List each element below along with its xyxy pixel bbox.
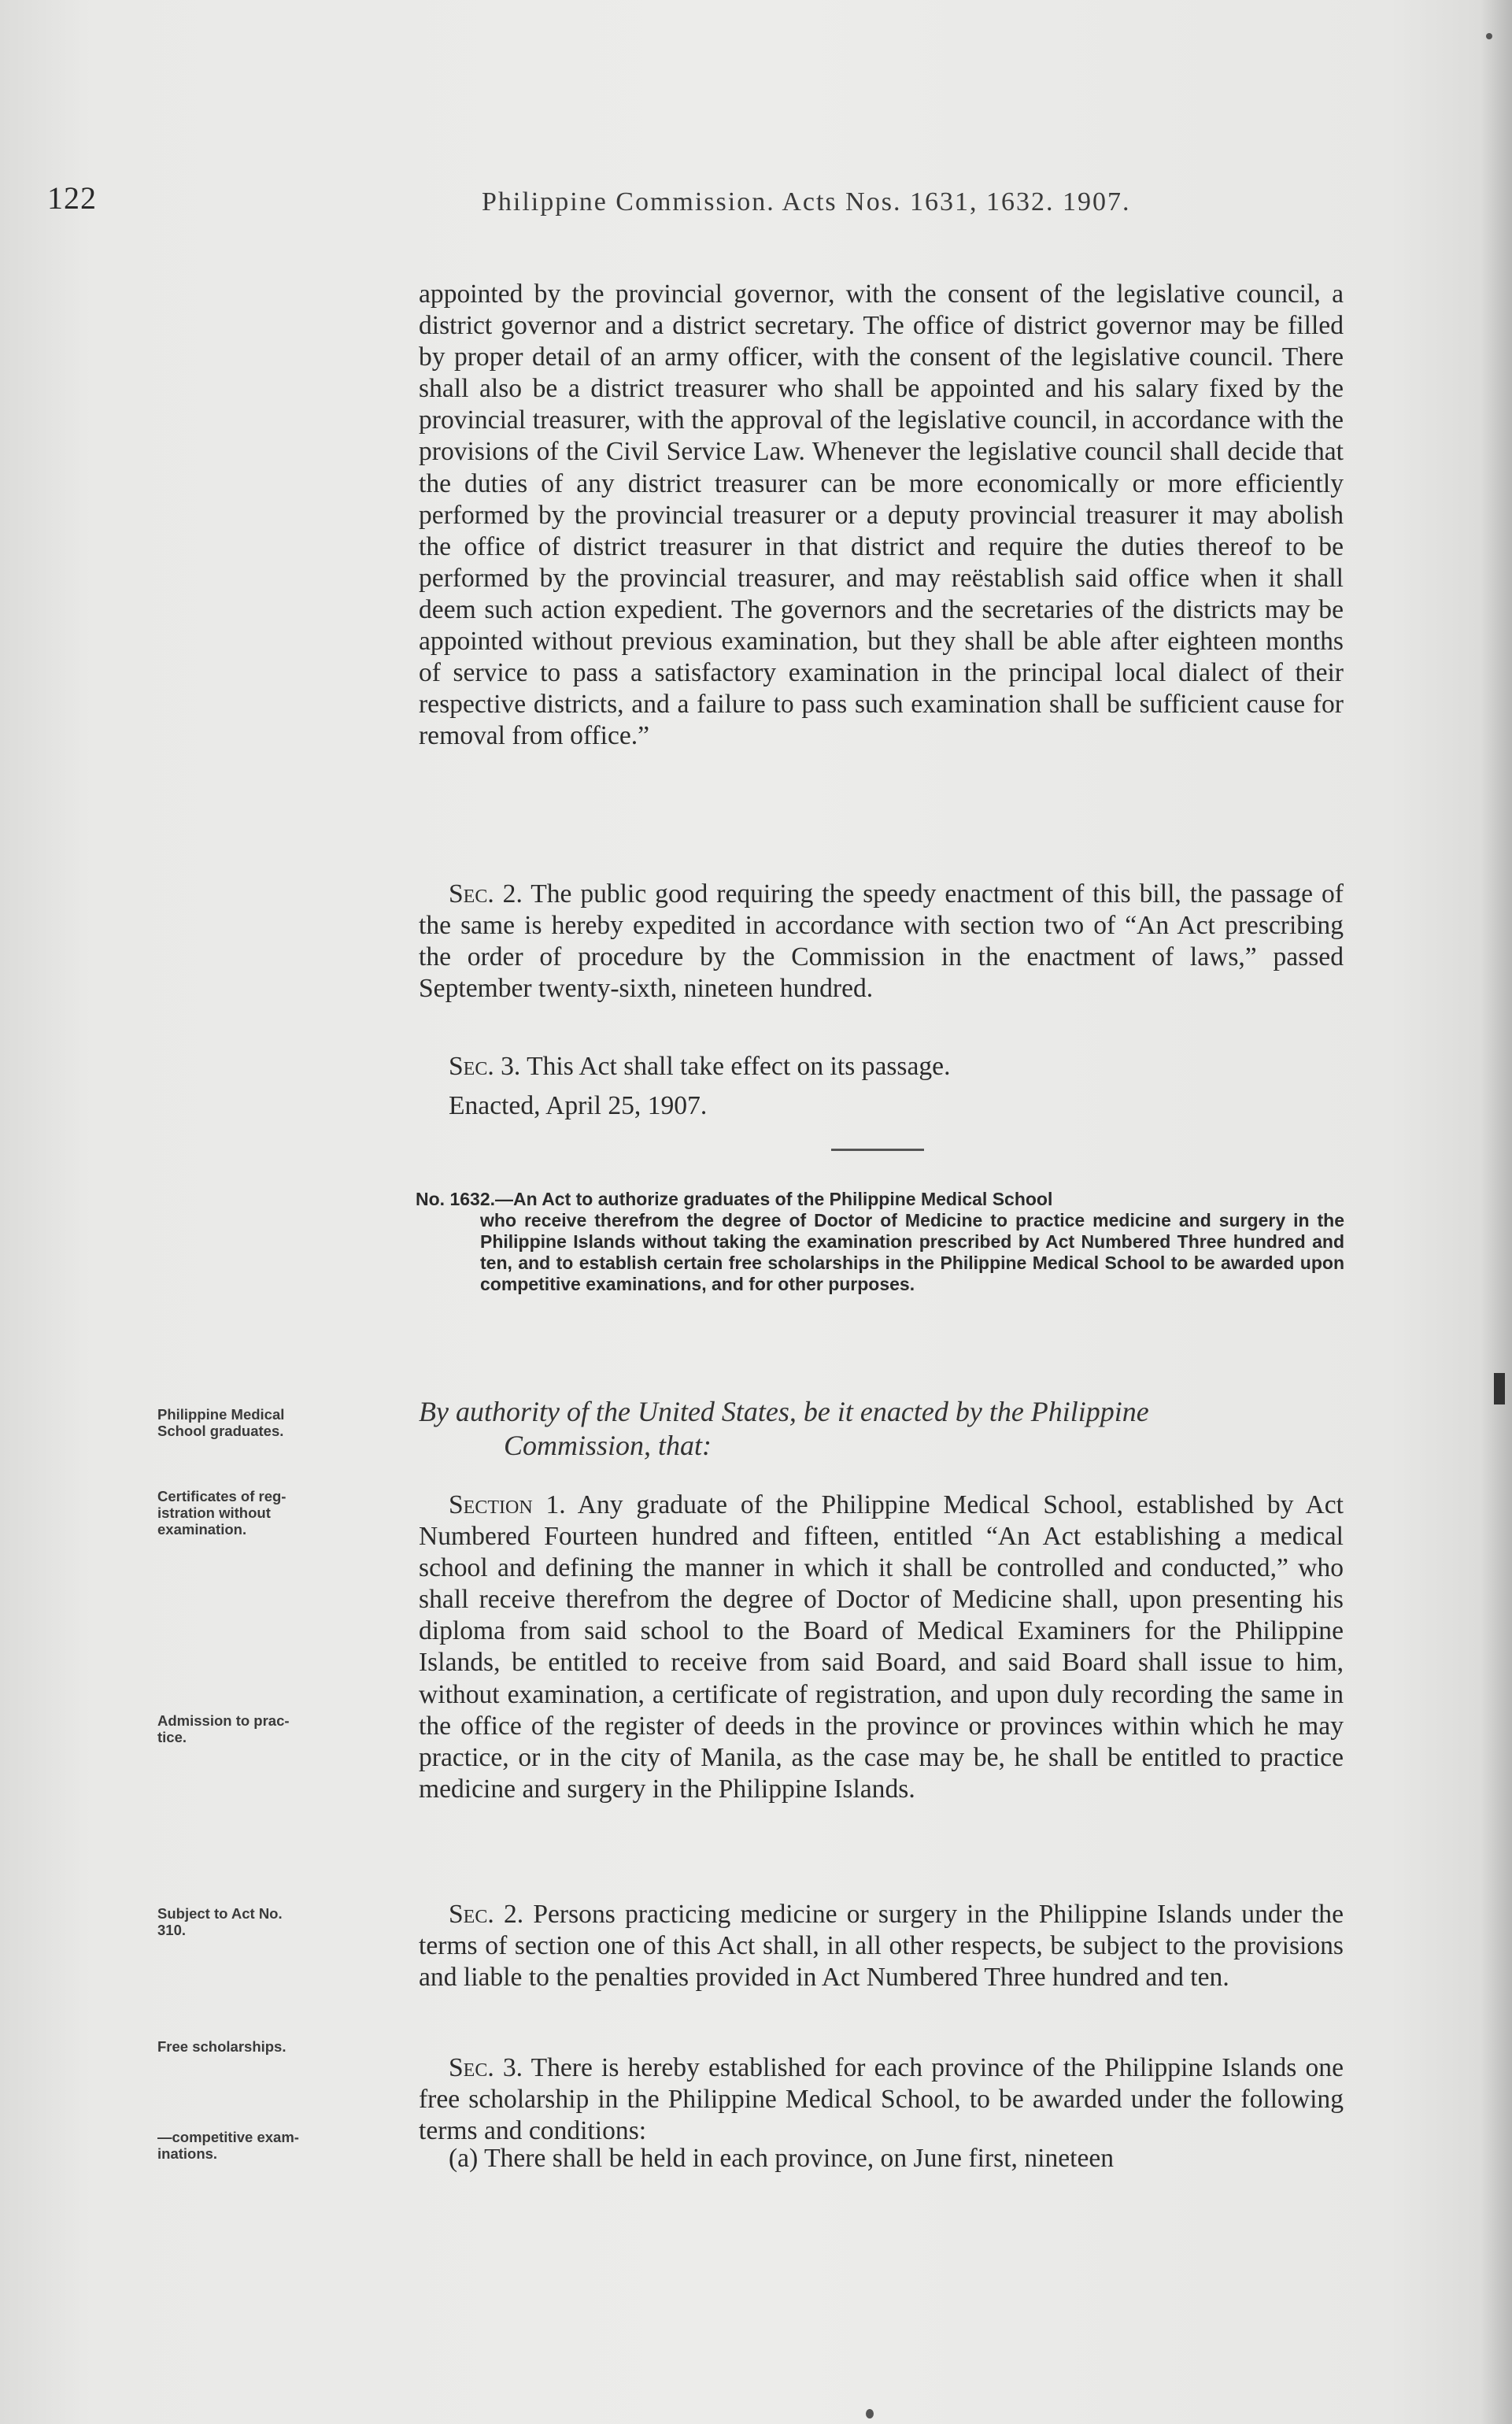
margin-note-line: Subject to Act No. [157,1905,283,1922]
margin-note-certificates [157,1488,417,1538]
margin-note-school-graduates [157,1406,417,1439]
margin-note-line: istration without [157,1504,271,1521]
section-text: This Act shall take effect on its passage. [527,1052,951,1081]
subsection-text: There shall be held in each province, on June first, nineteen [484,2144,1115,2173]
margin-note-line: examination. [157,1521,247,1538]
ink-speck [1486,33,1492,39]
enacted-date [419,1090,1344,1122]
enacting-clause-line-1: By authority of the United States, be it enacted by the Philippine [419,1396,1149,1427]
margin-note-line: Certificates of reg- [157,1488,287,1504]
margin-note-line: Free scholarships. [157,2038,287,2055]
act-1631-section-2 [419,879,1344,1005]
margin-note-line: —competitive exam- [157,2129,299,2145]
enacting-clause-line-2: Commission, that: [504,1430,712,1461]
section-text: Any graduate of the Philippine Medical School, established by Act Numbered Fourteen hundred and fifteen, entitled “An Act establishing a medical school and defining the manner in which it shall be controlled and conducted,” who shall receive therefrom the degree of Doctor of Medicine shall, upon presenting his diploma from said school to the Board of Medical Examiners for the Philippine Islands, be entitled to receive from said Board, and said Board shall issue to him, without examination, a certificate of registration, and upon duly recording the same in the office of the register of deeds in the province or provinces within which he may practice, or in the city of Manila, as the case may be, he shall be entitled to practice medicine and surgery in the Philippine Islands. [419,1490,1344,1804]
section-text: There is hereby established for each province of the Philippine Islands one free scholarship in the Philippine Medical School, to be awarded under the following terms and conditions: [419,2053,1344,2146]
running-head: Philippine Commission. Acts Nos. 1631, 1632. 1907. [482,187,1131,216]
section-label: Sec. 2. [449,1900,524,1929]
section-label: Sec. 3. [449,1052,521,1081]
enacting-clause [419,1395,1347,1463]
margin-note-admission [157,1712,417,1745]
margin-note-line: School graduates. [157,1423,284,1439]
page-edge-shadow [1481,0,1512,2424]
act-title-first-line: —An Act to authorize graduates of the Philippine Medical School [495,1189,1053,1209]
margin-note-subject-to-act [157,1905,417,1938]
margin-note-line: inations. [157,2145,218,2162]
margin-note-line: Admission to prac- [157,1712,290,1729]
margin-note-competitive-exams [157,2129,417,2162]
binding-mark [1494,1373,1505,1404]
act-1632-section-3 [419,2052,1344,2147]
act-title-rest: who receive therefrom the degree of Doctor of Medicine to practice medicine and surgery in the Philippine Islands without taking the examination prescribed by Act Numbered Three hundred and ten, and to establish certain free scholarships in the Philippine Medical School to be awarded upon competitive examinations, and for other purposes. [480,1210,1344,1294]
page-number: 122 [47,180,97,216]
subsection-label: (a) [449,2144,479,2173]
act-1631-continuation [419,279,1344,752]
margin-note-line: 310. [157,1922,187,1938]
act-1632-subsection-a [419,2143,1344,2174]
section-label: Sec. 2. [449,879,523,909]
margin-note-free-scholarships [157,2038,417,2055]
act-1632-heading [416,1189,1344,1295]
margin-note-line: tice. [157,1729,187,1745]
section-label: Section 1. [449,1490,566,1519]
enacted-text: Enacted, April 25, 1907. [449,1091,708,1120]
section-divider [831,1149,924,1151]
act-1632-section-2 [419,1899,1344,1993]
act-1632-section-1 [419,1490,1344,1805]
section-text: The public good requiring the speedy enactment of this bill, the passage of the same is hereby expedited in accordance with section two of “An Act prescribing the order of procedure by the Commission in the enactment of laws,” passed September twenty-sixth, nineteen hundred. [419,879,1344,1004]
ink-speck [866,2409,874,2418]
section-text: Persons practicing medicine or surgery in the Philippine Islands under the terms of section one of this Act shall, in all other respects, be subject to the provisions and liable to the penalties provided in Act Numbered Three hundred and ten. [419,1900,1344,1993]
act-1631-section-3 [419,1051,1344,1082]
act-number: No. 1632. [416,1189,495,1209]
section-label: Sec. 3. [449,2053,523,2082]
continuation-paragraph: appointed by the provincial governor, with the consent of the legislative council, a district governor and a district secretary. The office of district governor may be filled by proper detail of an army officer, with the consent of the legislative council. There shall also be a district treasurer who shall be appointed and his salary fixed by the provincial treasurer, with the approval of the legislative council, in accordance with the provisions of the Civil Service Law. Whenever the legislative council shall decide that the duties of any district treasurer can be more economically or more efficiently performed by the provincial treasurer or a deputy provincial treasurer it may abolish the office of district treasurer in that district and require the duties thereof to be performed by the provincial treasurer, and may reëstablish said office when it shall deem such action expedient. The governors and the secretaries of the districts may be appointed without previous examination, but they shall be able after eighteen months of service to pass a satisfactory examination in the principal local dialect of their respective districts, and a failure to pass such examination shall be sufficient cause for removal from office.” [419,279,1344,751]
margin-note-line: Philippine Medical [157,1406,285,1423]
